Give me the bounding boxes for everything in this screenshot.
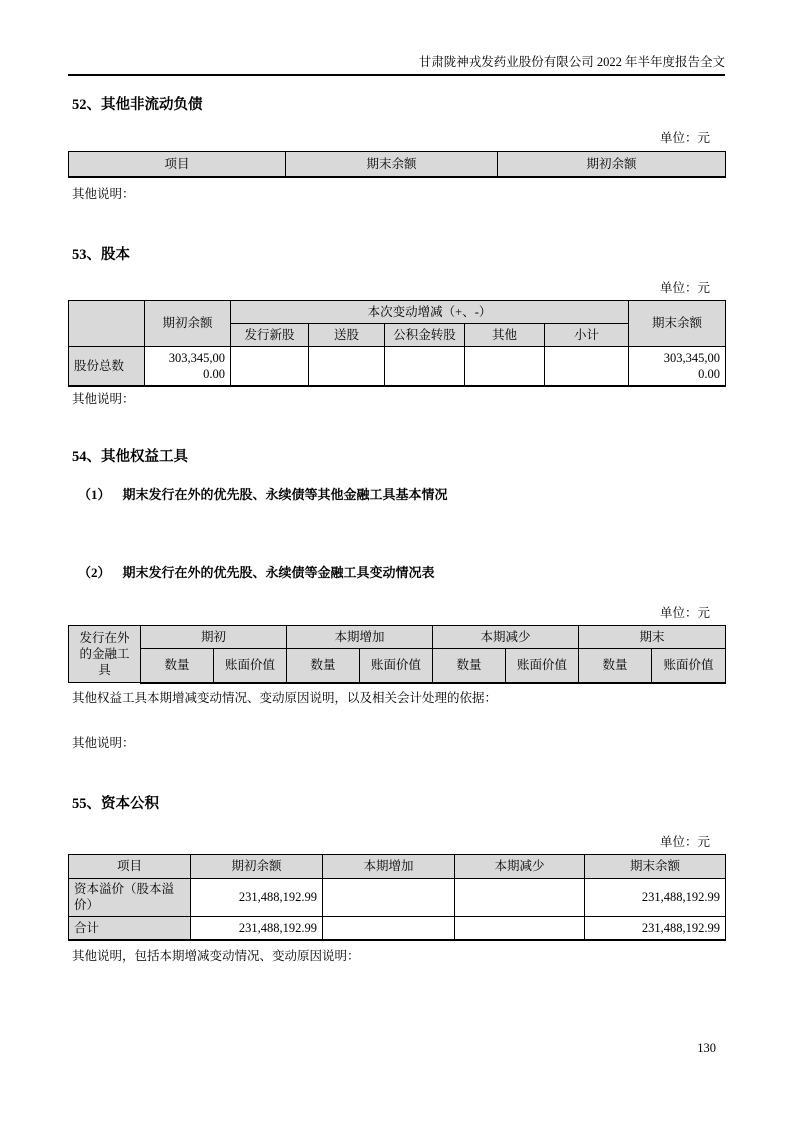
- section-55-unit-label: 单位：元: [659, 834, 710, 849]
- section-54-subheading-1: [68, 487, 725, 503]
- col-group-increase: 本期增加: [287, 626, 433, 649]
- subheading-1-marker: （1）: [78, 487, 111, 502]
- col-header-carrying-value: 账面价值: [360, 649, 433, 683]
- col-group-closing: 期末: [579, 626, 726, 649]
- document-header: [68, 0, 725, 76]
- section-54-title: 54、其他权益工具: [72, 449, 188, 465]
- cell-decrease: [455, 878, 585, 916]
- section-52-title: 52、其他非流动负债: [72, 97, 203, 113]
- cell-opening-balance: 231,488,192.99: [191, 916, 323, 940]
- section-55-note: 其他说明，包括本期增减变动情况、变动原因说明：: [72, 949, 360, 963]
- cell-other: [465, 346, 545, 386]
- capital-reserve-table: [68, 854, 726, 942]
- subheading-2-text: 期末发行在外的优先股、永续债等金融工具变动情况表: [122, 565, 435, 580]
- table-row-capital-premium: [69, 878, 726, 916]
- cell-subtotal: [545, 346, 629, 386]
- col-header-quantity: 数量: [579, 649, 652, 683]
- section-54-change-explanation-note: 其他权益工具本期增减变动情况、变动原因说明，以及相关会计处理的依据：: [72, 690, 498, 705]
- cell-decrease: [455, 916, 585, 940]
- cell-closing-balance: 231,488,192.99: [585, 916, 726, 940]
- col-header-closing-balance: 期末余额: [286, 152, 498, 177]
- cell-opening-balance: 303,345,000.00: [145, 346, 231, 386]
- section-52-unit-label: 单位：元: [659, 131, 710, 145]
- row-label: 合计: [69, 916, 191, 940]
- col-header-carrying-value: 账面价值: [214, 649, 287, 683]
- col-header-decrease: 本期减少: [455, 854, 585, 878]
- subheading-2-marker: （2）: [78, 565, 111, 580]
- col-header-carrying-value: 账面价值: [652, 649, 726, 683]
- col-header-increase: 本期增加: [323, 854, 455, 878]
- cell-new-shares: [231, 346, 309, 386]
- section-52-note: 其他说明：: [72, 186, 135, 201]
- section-54-note: 其他说明：: [72, 735, 135, 750]
- col-group-change: 本次变动增减（+、-）: [231, 300, 629, 323]
- table-row-total: [69, 916, 726, 940]
- col-header-subtotal: 小计: [545, 323, 629, 346]
- cell-increase: [323, 878, 455, 916]
- col-header-opening-balance: 期初余额: [191, 854, 323, 878]
- section-53-title: 53、股本: [72, 246, 130, 263]
- col-header-carrying-value: 账面价值: [506, 649, 579, 683]
- subheading-1-text: 期末发行在外的优先股、永续债等其他金融工具基本情况: [122, 487, 448, 502]
- section-53-note: 其他说明：: [72, 392, 135, 406]
- col-group-decrease: 本期减少: [433, 626, 579, 649]
- cell-increase: [323, 916, 455, 940]
- page-number: 130: [697, 1041, 716, 1055]
- col-header-quantity: 数量: [141, 649, 214, 683]
- section-54-subheading-2: [68, 565, 725, 581]
- col-header-closing-balance: 期末余额: [629, 300, 726, 346]
- col-header-item: 项目: [69, 152, 286, 177]
- table-row-total-shares: [69, 346, 726, 386]
- col-header-closing-balance: 期末余额: [585, 854, 726, 878]
- col-header-reserve-to-shares: 公积金转股: [385, 323, 465, 346]
- table-header-row: [69, 626, 726, 649]
- row-label: 股份总数: [69, 346, 145, 386]
- col-header-item: 项目: [69, 854, 191, 878]
- row-label: 资本溢价（股本溢价）: [69, 878, 191, 916]
- col-header-bonus-shares: 送股: [309, 323, 385, 346]
- cell-closing-balance: 231,488,192.99: [585, 878, 726, 916]
- col-header-quantity: 数量: [433, 649, 506, 683]
- other-equity-instruments-table: [68, 625, 726, 684]
- section-53-unit-label: 单位：元: [659, 280, 710, 295]
- section-54-unit-label: 单位：元: [659, 606, 710, 620]
- col-header-opening-balance: 期初余额: [145, 300, 231, 346]
- document-header-title: 甘肃陇神戎发药业股份有限公司 2022 年半年度报告全文: [418, 55, 725, 69]
- corner-cell-outstanding-instruments: 发行在外的金融工具: [69, 626, 141, 683]
- table-header-row: [69, 300, 726, 323]
- cell-closing-balance: 303,345,000.00: [629, 346, 726, 386]
- col-group-opening: 期初: [141, 626, 287, 649]
- col-header-quantity: 数量: [287, 649, 360, 683]
- table-subheader-row: [69, 649, 726, 683]
- col-header-new-shares: 发行新股: [231, 323, 309, 346]
- col-header-opening-balance: 期初余额: [498, 152, 726, 177]
- other-noncurrent-liabilities-table: [68, 151, 726, 178]
- cell-bonus-shares: [309, 346, 385, 386]
- section-55-title: 55、资本公积: [72, 795, 159, 812]
- table-header-row: [69, 854, 726, 878]
- share-capital-table: [68, 300, 726, 388]
- cell-opening-balance: 231,488,192.99: [191, 878, 323, 916]
- col-header-other: 其他: [465, 323, 545, 346]
- corner-cell: [69, 300, 145, 346]
- table-header-row: [69, 152, 726, 177]
- cell-reserve-to-shares: [385, 346, 465, 386]
